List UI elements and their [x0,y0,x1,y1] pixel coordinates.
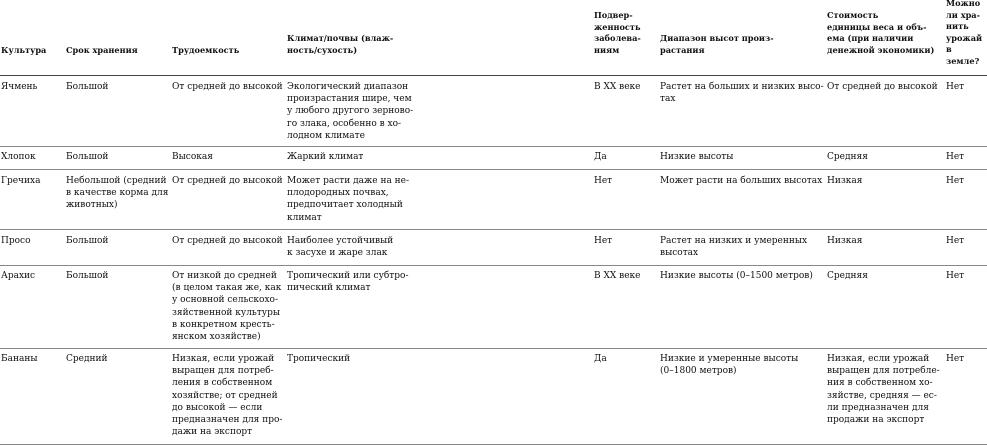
header-altitude-range: Диапазон высот произ- растания [660,33,774,55]
table-cell: Средняя [827,271,868,281]
header-labor-intensity: Трудоемкость [172,45,240,55]
table-cell: Низкие высоты [660,152,734,162]
table-cell: Низкая [827,236,863,246]
header-disease-susceptibility: Подвер- женность заболева- ниям [594,10,641,55]
table-cell: В XX веке [594,271,641,281]
table-cell: От средней до высокой [827,82,938,92]
table-cell: Нет [946,271,965,281]
header-crop: Культура [1,45,47,55]
row-divider [0,229,987,230]
row-divider [0,348,987,349]
table-cell: Да [594,354,607,364]
table-cell: Средний [66,354,108,364]
table-cell: Нет [594,176,613,186]
table-cell: Небольшой (средний в качестве корма для животных) [66,176,169,211]
table-cell: От средней до высокой [172,236,283,246]
table-cell: Средняя [827,152,868,162]
table-cell: Растет на больших и низких высо- тах [660,82,824,105]
table-cell: Низкая [827,176,863,186]
table-cell: Гречиха [1,176,41,186]
table-cell: Жаркий климат [287,152,364,162]
header-climate-soil: Климат/почвы (влаж- ность/сухость) [287,33,394,55]
table-cell: Нет [594,236,613,246]
table-cell: Нет [946,236,965,246]
table-cell: Нет [946,152,965,162]
table-cell: Хлопок [1,152,36,162]
table-cell: Ячмень [1,82,38,92]
table-cell: Просо [1,236,31,246]
table-cell: Экологический диапазон произрастания шире, чем у любого другого зерново- го злака, особенно в хо- лодном климате [287,82,414,141]
table-cell: Низкие и умеренные высоты (0–1800 метров) [660,354,799,377]
header-storage-time: Срок хранения [66,45,138,55]
table-cell: Нет [946,176,965,186]
table-cell: Арахис [1,271,36,281]
table-cell: Нет [946,82,965,92]
table-cell: Большой [66,82,109,92]
table-cell: Может расти на больших высотах [660,176,823,186]
table-cell: В XX веке [594,82,641,92]
header-unit-cost: Стоимость единицы веса и объ- ема (при наличии денежной экономики) [827,10,935,55]
table-cell: Большой [66,236,109,246]
table-cell: Да [594,152,607,162]
table-cell: Большой [66,271,109,281]
table-cell: Бананы [1,354,38,364]
table-cell: От низкой до средней (в целом такая же, как у основной сельскохо- зяйственной культуры в конкретном кресть- янском хозяйстве) [172,271,282,343]
header-store-in-ground: Можно ли хра- нить урожай в земле? [946,0,983,66]
header-rule [0,75,987,76]
table-cell: Тропический [287,354,351,364]
table-cell: Растет на низких и умеренных высотах [660,236,808,259]
table-cell: От средней до высокой [172,176,283,186]
table-cell: Низкая, если урожай выращен для потребле- ния в собственном хо- зяйстве, средняя — ес- ли предназначен для продажи на экспорт [827,354,940,426]
row-divider [0,146,987,147]
table-cell: Низкая, если урожай выращен для потреб- ления в собственном хозяйстве; от средней до высокой — если предназначен для про- дажи на экспорт [172,354,283,438]
table-cell: Большой [66,152,109,162]
table-cell: Тропический или субтро- пический климат [287,271,409,294]
row-divider [0,265,987,266]
row-divider [0,169,987,170]
table-cell: Низкие высоты (0–1500 метров) [660,271,813,281]
table-cell: Наиболее устойчивый к засухе и жаре злак [287,236,394,259]
row-divider [0,444,987,445]
table-cell: Высокая [172,152,213,162]
table-cell: Может расти даже на не- плодородных почвах, предпочитает холодный климат [287,176,410,223]
table-cell: Нет [946,354,965,364]
table-cell: От средней до высокой [172,82,283,92]
